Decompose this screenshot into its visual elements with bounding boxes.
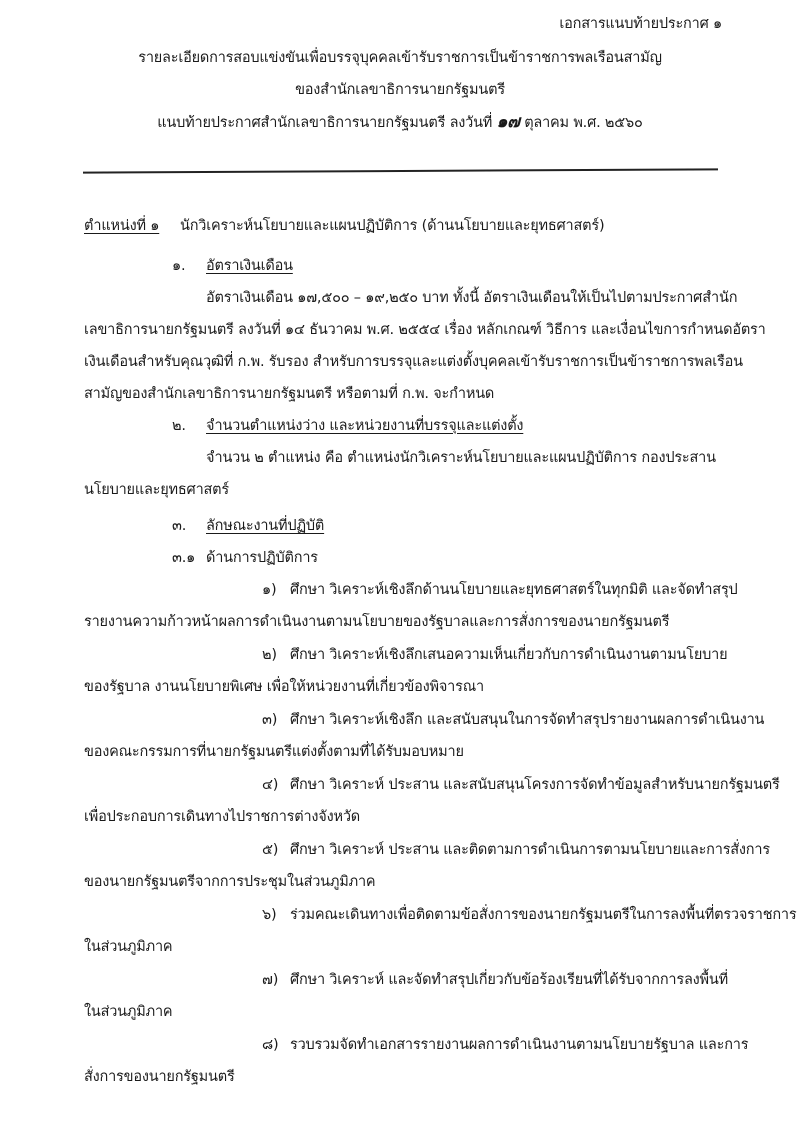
item-text: ของรัฐบาล งานนโยบายพิเศษ เพื่อให้หน่วยงานที่เกี่ยวข้องพิจารณา — [84, 679, 484, 695]
header-divider — [83, 168, 718, 173]
item-number: ๘) — [262, 1037, 279, 1053]
item-text: ศึกษา วิเคราะห์ ประสาน และติดตามการดำเนินการตามนโยบายและการสั่งการ — [290, 842, 770, 858]
document-title-line-3 — [0, 112, 800, 133]
title-line-3-suffix: ตุลาคม พ.ศ. ๒๕๖๐ — [524, 115, 643, 131]
position-label — [84, 216, 159, 236]
item-text: ในส่วนภูมิภาค — [84, 1004, 173, 1020]
item-number: ๑) — [262, 582, 277, 598]
position-title: นักวิเคราะห์นโยบายและแผนปฏิบัติการ (ด้านนโยบายและยุทธศาสตร์) — [180, 218, 605, 234]
item-text: ศึกษา วิเคราะห์เชิงลึกเสนอความเห็นเกี่ยวกับการดำเนินงานตามนโยบาย — [290, 647, 728, 663]
item-text: ร่วมคณะเดินทางเพื่อติดตามข้อสั่งการของนายกรัฐมนตรีในการลงพื้นที่ตรวจราชการ — [290, 907, 797, 923]
item-text: ศึกษา วิเคราะห์ และจัดทำสรุปเกี่ยวกับข้อร้องเรียนที่ได้รับจากการลงพื้นที่ — [290, 972, 728, 988]
section-3-1-heading: ด้านการปฏิบัติการ — [206, 550, 318, 566]
section-1-number: ๑. — [172, 258, 186, 274]
item-number: ๒) — [262, 647, 277, 663]
section-2-line: นโยบายและยุทธศาสตร์ — [84, 482, 229, 498]
section-3-heading: ลักษณะงานที่ปฏิบัติ — [206, 518, 325, 534]
announcement-day: ๑๗ — [496, 112, 520, 132]
section-1-line: เงินเดือนสำหรับคุณวุฒิที่ ก.พ. รับรอง สำหรับการบรรจุและแต่งตั้งบุคคลเข้ารับราชการเป็นข้าราชการพลเรือน — [84, 354, 743, 370]
item-text: รายงานความก้าวหน้าผลการดำเนินงานตามนโยบายของรัฐบาลและการสั่งการของนายกรัฐมนตรี — [84, 614, 670, 630]
position-number: ตำแหน่งที่ ๑ — [84, 218, 160, 234]
section-1-line: สามัญของสำนักเลขาธิการนายกรัฐมนตรี หรือตามที่ ก.พ. จะกำหนด — [84, 386, 495, 402]
item-text: รวบรวมจัดทำเอกสารรายงานผลการดำเนินงานตามนโยบายรัฐบาล และการ — [290, 1037, 749, 1053]
item-number: ๓) — [262, 712, 278, 728]
item-text: เพื่อประกอบการเดินทางไปราชการต่างจังหวัด — [84, 809, 360, 825]
attachment-label: เอกสารแนบท้ายประกาศ ๑ — [559, 16, 722, 32]
section-3-1-number: ๓.๑ — [172, 550, 196, 566]
section-1-heading: อัตราเงินเดือน — [206, 258, 293, 274]
title-line-3-prefix: แนบท้ายประกาศสำนักเลขาธิการนายกรัฐมนตรี ลงวันที่ — [157, 115, 493, 131]
section-2-number: ๒. — [172, 418, 186, 434]
item-text: ศึกษา วิเคราะห์เชิงลึกด้านนโยบายและยุทธศาสตร์ในทุกมิติ และจัดทำสรุป — [290, 582, 738, 598]
item-text: ของคณะกรรมการที่นายกรัฐมนตรีแต่งตั้งตามที่ได้รับมอบหมาย — [84, 744, 464, 760]
item-text: ศึกษา วิเคราะห์ ประสาน และสนับสนุนโครงการจัดทำข้อมูลสำหรับนายกรัฐมนตรี — [290, 777, 780, 793]
document-title-line-1: รายละเอียดการสอบแข่งขันเพื่อบรรจุบุคคลเข้ารับราชการเป็นข้าราชการพลเรือนสามัญ — [138, 50, 662, 66]
item-number: ๔) — [262, 777, 279, 793]
item-text: ศึกษา วิเคราะห์เชิงลึก และสนับสนุนในการจัดทำสรุปรายงานผลการดำเนินงาน — [290, 712, 765, 728]
item-text: ของนายกรัฐมนตรีจากการประชุมในส่วนภูมิภาค — [84, 874, 376, 890]
section-1-line: อัตราเงินเดือน ๑๗,๕๐๐ – ๑๙,๒๕๐ บาท ทั้งนี้ อัตราเงินเดือนให้เป็นไปตามประกาศสำนัก — [206, 290, 738, 306]
item-number: ๗) — [262, 972, 279, 988]
item-text: สั่งการของนายกรัฐมนตรี — [84, 1069, 235, 1085]
item-number: ๖) — [262, 907, 277, 923]
document-title-line-2: ของสำนักเลขาธิการนายกรัฐมนตรี — [295, 82, 505, 98]
section-1-line: เลขาธิการนายกรัฐมนตรี ลงวันที่ ๑๔ ธันวาคม พ.ศ. ๒๕๕๔ เรื่อง หลักเกณฑ์ วิธีการ และเงื่อนไขการกำหนดอัตรา — [84, 322, 766, 338]
section-3-number: ๓. — [172, 518, 187, 534]
item-text: ในส่วนภูมิภาค — [84, 939, 173, 955]
section-2-heading: จำนวนตำแหน่งว่าง และหน่วยงานที่บรรจุและแต่งตั้ง — [206, 418, 524, 434]
section-2-line: จำนวน ๒ ตำแหน่ง คือ ตำแหน่งนักวิเคราะห์นโยบายและแผนปฏิบัติการ กองประสาน — [206, 450, 716, 466]
item-number: ๕) — [262, 842, 279, 858]
